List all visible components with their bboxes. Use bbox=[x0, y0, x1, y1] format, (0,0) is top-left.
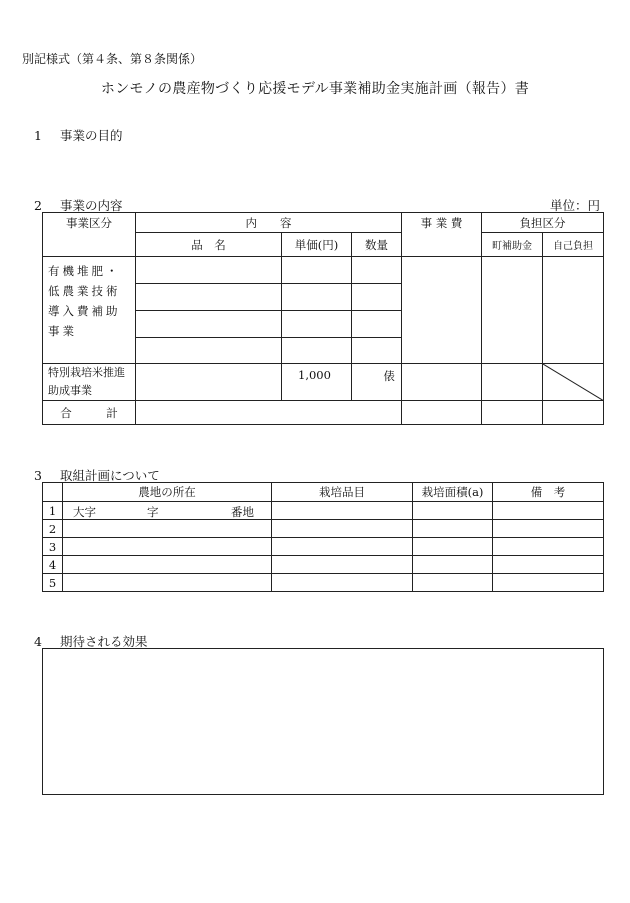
category-organic-compost: 有機堆肥・低農業技術導入費補助事業 bbox=[43, 257, 136, 364]
section-1-number: 1 bbox=[34, 128, 42, 143]
section-2-number: 2 bbox=[34, 198, 42, 213]
header-town-subsidy: 町補助金 bbox=[482, 233, 543, 257]
cell-unit-price-value: 1,000 bbox=[282, 364, 352, 401]
header-location: 農地の所在 bbox=[63, 483, 272, 502]
cell-area[interactable] bbox=[413, 574, 493, 592]
row-number: 5 bbox=[43, 574, 63, 592]
cell-quantity[interactable] bbox=[352, 284, 402, 311]
cell-location[interactable] bbox=[63, 574, 272, 592]
cell-remarks[interactable] bbox=[493, 502, 604, 520]
cell-crop[interactable] bbox=[272, 502, 413, 520]
cell-location[interactable] bbox=[63, 502, 272, 520]
header-area: 栽培面積(a) bbox=[413, 483, 493, 502]
label-banchi: 番地 bbox=[231, 505, 254, 519]
cell-location[interactable] bbox=[63, 556, 272, 574]
cell-remarks[interactable] bbox=[493, 574, 604, 592]
cell-self-burden[interactable] bbox=[543, 257, 604, 364]
header-quantity: 数量 bbox=[352, 233, 402, 257]
cell-remarks[interactable] bbox=[493, 556, 604, 574]
cell-crop[interactable] bbox=[272, 556, 413, 574]
total-town-subsidy[interactable] bbox=[482, 401, 543, 425]
cell-quantity[interactable] bbox=[352, 338, 402, 364]
header-remarks: 備 考 bbox=[493, 483, 604, 502]
cell-crop[interactable] bbox=[272, 520, 413, 538]
cell-crop[interactable] bbox=[272, 538, 413, 556]
cell-location[interactable] bbox=[63, 538, 272, 556]
cell-quantity[interactable] bbox=[352, 311, 402, 338]
cell-unit-price[interactable] bbox=[282, 284, 352, 311]
header-row-number bbox=[43, 483, 63, 502]
document-title: ホンモノの農産物づくり応援モデル事業補助金実施計画（報告）書 bbox=[100, 81, 530, 97]
cell-item-name[interactable] bbox=[136, 364, 282, 401]
section-2-title: 事業の内容 bbox=[60, 198, 123, 213]
header-burden: 負担区分 bbox=[482, 213, 604, 233]
cell-item-name[interactable] bbox=[136, 338, 282, 364]
header-unit-price: 単価(円) bbox=[282, 233, 352, 257]
total-self-burden[interactable] bbox=[543, 401, 604, 425]
header-category: 事業区分 bbox=[43, 213, 136, 257]
cell-location[interactable] bbox=[63, 520, 272, 538]
cell-area[interactable] bbox=[413, 520, 493, 538]
cell-item-name[interactable] bbox=[136, 257, 282, 284]
cell-cost[interactable] bbox=[402, 364, 482, 401]
cell-cost[interactable] bbox=[402, 257, 482, 364]
category-special-rice: 特別栽培米推進助成事業 bbox=[43, 364, 136, 401]
cell-remarks[interactable] bbox=[493, 520, 604, 538]
header-self-burden: 自己負担 bbox=[543, 233, 604, 257]
expected-effects-box[interactable] bbox=[42, 648, 604, 795]
diagonal-strike-line bbox=[543, 364, 604, 401]
cell-area[interactable] bbox=[413, 538, 493, 556]
section-3-title: 取組計画について bbox=[60, 468, 160, 483]
header-item-name: 品 名 bbox=[136, 233, 282, 257]
cell-unit-price[interactable] bbox=[282, 311, 352, 338]
total-cost[interactable] bbox=[402, 401, 482, 425]
cell-crop[interactable] bbox=[272, 574, 413, 592]
cell-quantity-unit: 俵 bbox=[352, 364, 402, 401]
row-number: 4 bbox=[43, 556, 63, 574]
project-content-table bbox=[42, 212, 604, 425]
cell-unit-price[interactable] bbox=[282, 257, 352, 284]
cell-item-name[interactable] bbox=[136, 284, 282, 311]
unit-label: 単位：円 bbox=[549, 198, 600, 213]
header-cost: 事 業 費 bbox=[402, 213, 482, 257]
row-number: 2 bbox=[43, 520, 63, 538]
section-4-number: 4 bbox=[34, 634, 42, 649]
plan-table bbox=[42, 482, 604, 592]
cell-unit-price[interactable] bbox=[282, 338, 352, 364]
header-content: 内 容 bbox=[136, 213, 402, 233]
cell-remarks[interactable] bbox=[493, 538, 604, 556]
row-number: 1 bbox=[43, 502, 63, 520]
form-reference-note: 別記様式（第４条、第８条関係） bbox=[22, 52, 203, 66]
section-4-title: 期待される効果 bbox=[60, 634, 148, 649]
section-1-heading bbox=[34, 126, 123, 144]
total-label: 合 計 bbox=[43, 401, 136, 425]
header-crop: 栽培品目 bbox=[272, 483, 413, 502]
label-aza: 字 bbox=[147, 505, 159, 519]
cell-area[interactable] bbox=[413, 502, 493, 520]
cell-item-name[interactable] bbox=[136, 311, 282, 338]
label-oaza: 大字 bbox=[73, 505, 96, 519]
cell-quantity[interactable] bbox=[352, 257, 402, 284]
row-number: 3 bbox=[43, 538, 63, 556]
section-1-title: 事業の目的 bbox=[60, 128, 123, 143]
cell-town-subsidy[interactable] bbox=[482, 364, 543, 401]
cell-town-subsidy[interactable] bbox=[482, 257, 543, 364]
cell-self-burden-struck bbox=[543, 364, 604, 401]
total-content[interactable] bbox=[136, 401, 402, 425]
cell-area[interactable] bbox=[413, 556, 493, 574]
section-3-number: 3 bbox=[34, 468, 42, 483]
